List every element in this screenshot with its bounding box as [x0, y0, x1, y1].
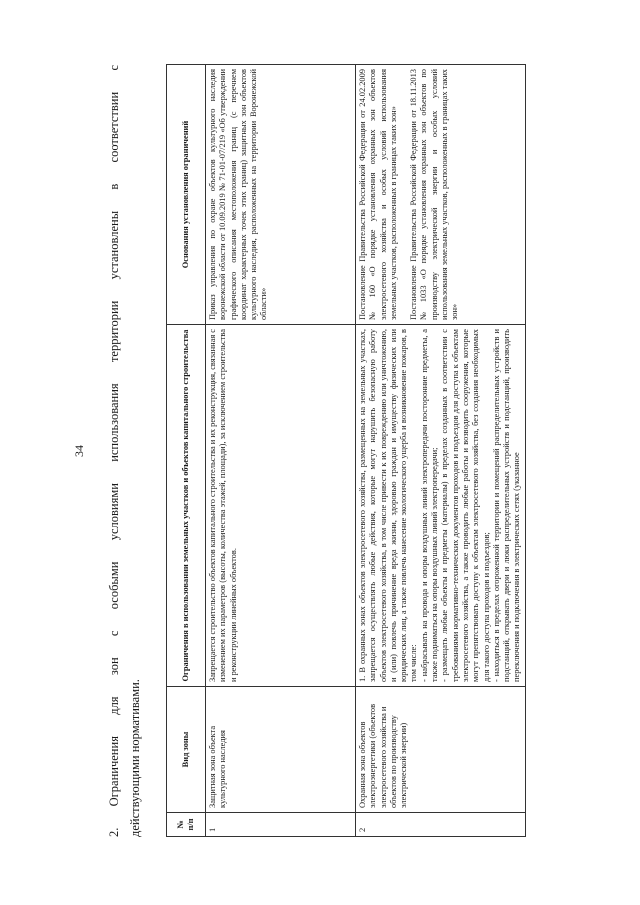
table-row — [356, 65, 526, 837]
heading-line-1: 2. Ограничения для зон с особыми условиями использования территории установлены в соответствии с — [107, 65, 121, 837]
row-zone: Охранная зона объектов электроэнергетики (объектов электросетевого хозяйства и объектов по производству электрической энергии) — [356, 687, 526, 813]
restriction-item: - находиться в пределах огороженной территории и помещений распределительных устройств и подстанций, открывать двери и люки распределительных устройств и подстанций, производить переключения и подключения в электрических сетях (указанное — [491, 329, 522, 682]
table-row — [206, 65, 356, 837]
header-restrictions: Ограничения в использовании земельных участков и объектов капитального строительства — [167, 325, 206, 687]
header-basis: Основания установления ограничений — [167, 65, 206, 325]
row-num: 2 — [356, 813, 526, 837]
section-heading — [104, 65, 146, 837]
row-zone: Защитная зона объекта культурного наследия — [206, 687, 356, 813]
row-restrictions: Запрещается строительство объектов капитального строительства и их реконструкция, связанная с изменением их параметров (высоты, количества этажей, площади), за исключением строительства и реконструкции линейных объектов. — [206, 325, 356, 687]
heading-line-2: действующими нормативами. — [128, 679, 142, 837]
rotated-content — [68, 65, 598, 837]
restrictions-table — [166, 64, 526, 837]
row-basis — [206, 65, 356, 325]
basis-paragraph: Постановление Правительства Российской Федерации от 24.02.2009 № 160 «О порядке установления охранных зон объектов электросетевого хозяйства и особых условий использования земельных участков, расположенных в границах таких зон» — [358, 69, 398, 320]
header-num: № п/п — [167, 813, 206, 837]
table-header-row — [167, 65, 206, 837]
row-restrictions — [356, 325, 526, 687]
basis-paragraph: Приказ управления по охране объектов культурного наследия воронежской области от 10.09.2019 № 71-01-07/219 «Об утверждении графического описания местоположения границ (с перечнем координат характерных точек этих границ) защитных зон объектов культурного наследия, расположенных на территории Воронежской области» — [208, 69, 269, 320]
basis-paragraph: Постановление Правительства Российской Федерации от 18.11.2013 № 1033 «О порядке установления охранных зон объектов по производству электрической энергии и особых условий использования земельных участков, расположенных в границах таких зон» — [409, 69, 460, 320]
header-zone: Вид зоны — [167, 687, 206, 813]
page-number: 34 — [72, 445, 86, 457]
row-basis — [356, 65, 526, 325]
restriction-item: - набрасывать на провода и опоры воздушных линий электропередачи посторонние предметы, а также подниматься на опоры воздушных линий электропередачи; — [419, 329, 440, 682]
restriction-item: - размещать любые объекты и предметы (материалы) в пределах созданных в соответствии с требованиями нормативно-технических документов проходов и подъездов для доступа к объектам электросетевого хозяйства, а также проводить любые работы и возводить сооружения, которые могут препятствовать доступу к объектам электросетевого хозяйства, без создания необходимых для такого доступа проходов и подъездов; — [440, 329, 491, 682]
restriction-paragraph: 1. В охранных зонах объектов электросетевого хозяйства, размещенных на земельных участках, запрещается осуществлять любые действия, которые могут нарушить безопасную работу объектов электросетевого хозяйства, в том числе привести к их повреждению или уничтожению, и (или) повлечь причинение вреда жизни, здоровью граждан и имуществу физических или юридических лиц, а также повлечь нанесение экологического ущерба и возникновение пожаров, в том числе: — [358, 329, 419, 682]
row-num: 1 — [206, 813, 356, 837]
